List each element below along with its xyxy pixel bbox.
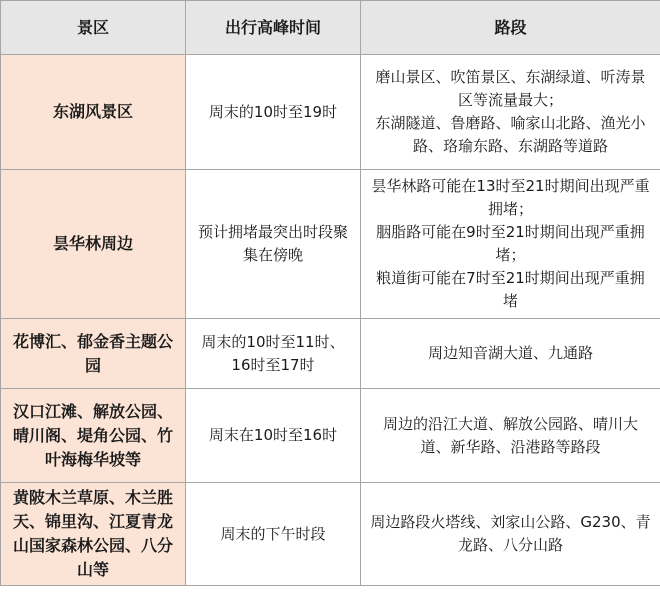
area-cell: 黄陂木兰草原、木兰胜天、锦里沟、江夏青龙山国家森林公园、八分山等 (1, 483, 186, 586)
area-cell: 汉口江滩、解放公园、晴川阁、堤角公园、竹叶海梅华坡等 (1, 389, 186, 483)
road-cell (361, 170, 660, 319)
table-row (1, 483, 660, 586)
area-cell: 昙华林周边 (1, 170, 186, 319)
road-cell (361, 319, 660, 389)
area-cell: 东湖风景区 (1, 55, 186, 170)
header-road-section: 路段 (361, 1, 660, 55)
peak-time-cell: 预计拥堵最突出时段聚集在傍晚 (186, 170, 361, 319)
road-line: 周边路段火塔线、刘家山公路、G230、青龙路、八分山路 (370, 513, 651, 554)
header-area: 景区 (1, 1, 186, 55)
road-cell (361, 389, 660, 483)
road-line: 胭脂路可能在9时至21时期间出现严重拥堵； (376, 223, 645, 264)
road-cell (361, 483, 660, 586)
table-row (1, 389, 660, 483)
road-line: 东湖隧道、鲁磨路、喻家山北路、渔光小路、珞瑜东路、东湖路等道路 (375, 114, 646, 155)
road-cell (361, 55, 660, 170)
table-row (1, 55, 660, 170)
table-row (1, 319, 660, 389)
road-line: 磨山景区、吹笛景区、东湖绿道、听涛景区等流量最大； (375, 68, 646, 109)
area-cell: 花博汇、郁金香主题公园 (1, 319, 186, 389)
road-line: 昙华林路可能在13时至21时期间出现严重拥堵； (371, 177, 650, 218)
table-header-row (1, 1, 660, 55)
road-line: 周边的沿江大道、解放公园路、晴川大道、新华路、沿港路等路段 (382, 414, 638, 456)
peak-time-cell: 周末的10时至19时 (186, 55, 361, 170)
peak-time-cell: 周末的下午时段 (186, 483, 361, 586)
road-line: 粮道街可能在7时至21时期间出现严重拥堵 (376, 269, 645, 310)
table-row (1, 170, 660, 319)
header-peak-time: 出行高峰时间 (186, 1, 361, 55)
peak-time-cell: 周末在10时至16时 (186, 389, 361, 483)
road-line: 周边知音湖大道、九通路 (427, 344, 593, 362)
peak-time-cell: 周末的10时至11时、16时至17时 (186, 319, 361, 389)
